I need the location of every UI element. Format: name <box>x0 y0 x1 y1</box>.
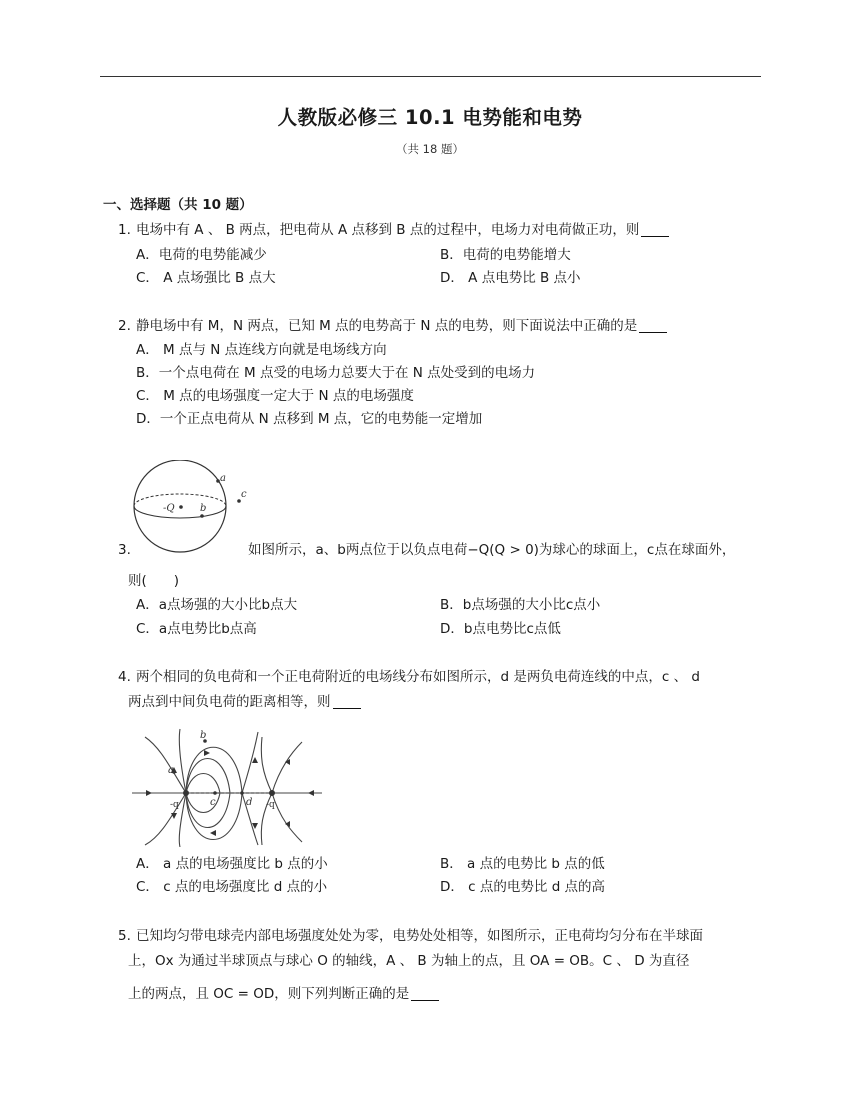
option-a: A．电荷的电势能减少 <box>136 247 267 263</box>
option-d: D． A 点电势比 B 点小 <box>440 270 581 286</box>
question-stem-line-1: 两个相同的负电荷和一个正电荷附近的电场线分布如图所示，d 是两负电荷连线的中点，c 、 d <box>136 669 700 685</box>
question-stem-line-1: 如图所示，a、b两点位于以负点电荷−Q(Q > 0)为球心的球面上，c点在球面外， <box>248 542 736 558</box>
question-stem-line-1: 已知均匀带电球壳内部电场强度处处为零，电势处处相等，如图所示，正电荷均匀分布在半球面 <box>136 928 703 944</box>
question-stem-line-3 <box>128 985 439 1003</box>
right-charge-label: -q <box>266 800 275 810</box>
question-stem <box>136 221 669 239</box>
question-number: 4. <box>118 669 131 685</box>
sphere-charge-figure <box>132 460 252 560</box>
answer-blank <box>411 986 439 1001</box>
option-b: B．电荷的电势能增大 <box>440 247 571 263</box>
question-stem-line-2 <box>128 693 361 711</box>
option-d: D．b点电势比c点低 <box>440 621 561 637</box>
question-number: 3. <box>118 542 131 558</box>
question-number: 1. <box>118 222 131 238</box>
option-c: C． c 点的电场强度比 d 点的小 <box>136 879 328 895</box>
point-d-label: d <box>246 797 253 808</box>
section-heading: 一、选择题（共 10 题） <box>103 197 253 213</box>
stem-text: 静电场中有 M，N 两点，已知 M 点的电势高于 N 点的电势，则下面说法中正确的是 <box>136 318 638 334</box>
point-a-label: a <box>220 473 226 484</box>
answer-blank <box>333 694 361 709</box>
left-charge-label: -q <box>170 800 179 810</box>
answer-blank <box>639 318 667 333</box>
point-b-label: b <box>200 730 207 741</box>
option-b: B．一个点电荷在 M 点受的电场力总要大于在 N 点处受到的电场力 <box>136 365 536 381</box>
question-count: （共 18 题） <box>396 142 464 156</box>
point-b-label: b <box>200 503 207 514</box>
option-b: B．b点场强的大小比c点小 <box>440 597 601 613</box>
option-a: A． M 点与 N 点连线方向就是电场线方向 <box>136 342 387 358</box>
option-c: C． A 点场强比 B 点大 <box>136 270 276 286</box>
answer-blank <box>641 222 669 237</box>
charge-label: -Q <box>163 503 175 514</box>
point-c-label: c <box>241 489 247 500</box>
question-stem-line-2: 上，Ox 为通过半球顶点与球心 O 的轴线，A 、 B 为轴上的点，且 OA = OB。C 、 D 为直径 <box>128 953 690 969</box>
stem-text: 电场中有 A 、 B 两点，把电荷从 A 点移到 B 点的过程中，电场力对电荷做正功，则 <box>136 222 640 238</box>
question-number: 5. <box>118 928 131 944</box>
point-c-label: c <box>210 797 216 808</box>
option-a: A．a点场强的大小比b点大 <box>136 597 298 613</box>
stem-text: 上的两点，且 OC = OD，则下列判断正确的是 <box>128 986 410 1002</box>
question-stem <box>136 317 667 335</box>
header-rule <box>100 76 761 77</box>
document-title: 人教版必修三 10.1 电势能和电势 <box>277 106 583 129</box>
field-lines-figure <box>130 727 325 847</box>
stem-text: 两点到中间负电荷的距离相等，则 <box>128 694 331 710</box>
question-number: 2. <box>118 318 131 334</box>
option-c: C．a点电势比b点高 <box>136 621 257 637</box>
option-d: D．一个正点电荷从 N 点移到 M 点，它的电势能一定增加 <box>136 411 483 427</box>
option-a: A． a 点的电场强度比 b 点的小 <box>136 856 328 872</box>
option-b: B． a 点的电势比 b 点的低 <box>440 856 605 872</box>
option-d: D． c 点的电势比 d 点的高 <box>440 879 606 895</box>
option-c: C． M 点的电场强度一定大于 N 点的电场强度 <box>136 388 414 404</box>
point-a-label: a <box>168 765 174 776</box>
question-stem-line-2: 则( ) <box>128 573 180 589</box>
